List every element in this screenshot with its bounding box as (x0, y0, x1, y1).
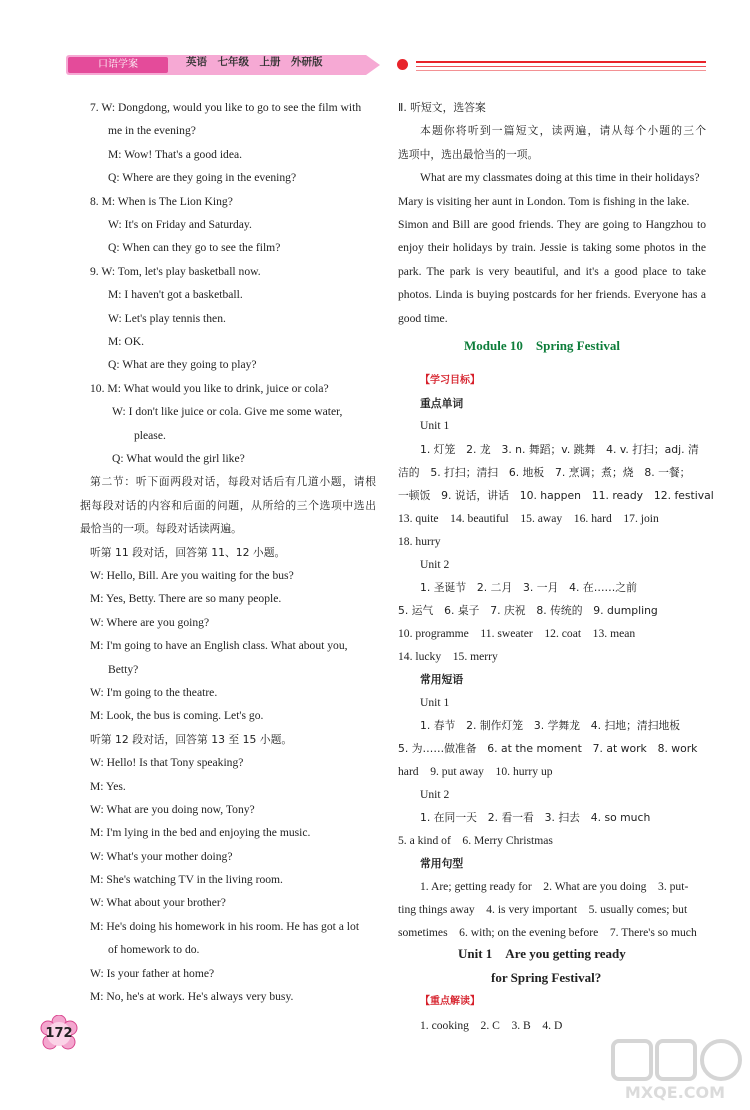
text-line: M: Look, the bus is coming. Let's go. (90, 709, 264, 722)
text-line: M: OK. (108, 335, 145, 348)
text-line: of homework to do. (108, 943, 200, 956)
text-line: 5. 为……做准备 6. at the moment 7. at work 8. work (398, 742, 698, 755)
text-line: 5. a kind of 6. Merry Christmas (398, 834, 553, 847)
text-line: W: What's your mother doing? (90, 850, 233, 863)
text-line: W: What are you doing now, Tony? (90, 803, 255, 816)
text-line: 7. W: Dongdong, would you like to go to see the film with (90, 101, 362, 114)
header-dot-icon (397, 59, 408, 70)
text-line: M: He's doing his homework in his room. He has got a lot (90, 920, 360, 933)
text-line: 1. 圣诞节 2. 二月 3. 一月 4. 在……之前 (420, 581, 637, 594)
text-line: ting things away 4. is very important 5. usually comes; but (398, 903, 688, 916)
text-line: 10. M: What would you like to drink, juice or cola? (90, 382, 329, 395)
text-line: W: Let's play tennis then. (108, 312, 226, 325)
text-line: M: I'm going to have an English class. What about you, (90, 639, 348, 652)
text-line: 1. 在同一天 2. 看一看 3. 扫去 4. so much (420, 811, 651, 824)
text-line: 13. quite 14. beautiful 15. away 16. hard 17. join (398, 512, 659, 525)
text-line: M: Yes. (90, 780, 126, 793)
text-line: Q: What would the girl like? (112, 452, 245, 465)
text-line: 常用短语 (420, 673, 464, 686)
text-line: Ⅱ. 听短文，选答案 (398, 101, 486, 114)
text-line: M: I'm lying in the bed and enjoying the music. (90, 826, 311, 839)
text-line: photos. Linda is buying postcards for her friends. Everyone has a (398, 288, 706, 301)
text-line: Unit 2 (420, 788, 450, 801)
text-line: Unit 1 (420, 419, 450, 432)
text-line: 听第 11 段对话，回答第 11、12 小题。 (90, 546, 286, 559)
text-line: sometimes 6. with; on the evening before 7. There's so much (398, 926, 697, 939)
text-line: W: Where are you going? (90, 616, 210, 629)
text-line: 8. M: When is The Lion King? (90, 195, 233, 208)
watermark (605, 1035, 745, 1105)
text-line: 最恰当的一项。每段对话读两遍。 (80, 522, 242, 535)
text-line: 第二节：听下面两段对话，每段对话后有几道小题，请根 (90, 475, 376, 488)
text-line: 【重点解读】 (420, 996, 480, 1007)
text-line: good time. (398, 312, 448, 325)
text-line: M: She's watching TV in the living room. (90, 873, 283, 886)
text-line: Betty? (108, 663, 139, 676)
text-line: M: No, he's at work. He's always very busy. (90, 990, 294, 1003)
text-line: W: Hello! Is that Tony speaking? (90, 756, 244, 769)
text-line: for Spring Festival? (491, 970, 602, 985)
text-line: 1. 灯笼 2. 龙 3. n. 舞蹈；v. 跳舞 4. v. 打扫；adj. 清 (420, 443, 699, 456)
text-line: W: I don't like juice or cola. Give me some water, (112, 405, 343, 418)
text-line: please. (134, 429, 166, 442)
text-line: W: Hello, Bill. Are you waiting for the bus? (90, 569, 294, 582)
text-line: M: Yes, Betty. There are so many people. (90, 592, 282, 605)
watermark-text: MXQE.COM (624, 1083, 726, 1102)
text-line: What are my classmates doing at this time in their holidays? (420, 171, 700, 184)
text-line: W: Is your father at home? (90, 967, 215, 980)
page-header (66, 52, 706, 78)
page-number-badge (40, 1015, 78, 1053)
header-rule (416, 66, 706, 67)
text-line: enjoy their holidays by train. Jessie is taking some photos in the (398, 241, 706, 254)
text-line: 9. W: Tom, let's play basketball now. (90, 265, 261, 278)
header-series-tag: 口语学案 (68, 57, 168, 73)
text-line: Module 10 Spring Festival (464, 338, 621, 353)
text-line: 一顿饭 9. 说话，讲话 10. happen 11. ready 12. festival (398, 489, 714, 502)
text-line: Unit 1 Are you getting ready (458, 946, 626, 961)
text-line: W: It's on Friday and Saturday. (108, 218, 252, 231)
page-number: 172 (45, 1026, 73, 1041)
text-line: W: What about your brother? (90, 896, 226, 909)
text-line: 据每段对话的内容和后面的问题，从所给的三个选项中选出 (80, 499, 376, 512)
text-line: 1. 春节 2. 制作灯笼 3. 学舞龙 4. 扫地；清扫地板 (420, 719, 681, 732)
text-line: Q: When can they go to see the film? (108, 241, 281, 254)
text-line: 本题你将听到一篇短文，读两遍，请从每个小题的三个 (420, 124, 706, 137)
text-line: 选项中，选出最恰当的一项。 (398, 148, 539, 161)
text-line: Mary is visiting her aunt in London. Tom is fishing in the lake. (398, 195, 690, 208)
text-line: W: I'm going to the theatre. (90, 686, 218, 699)
text-line: 听第 12 段对话，回答第 13 至 15 小题。 (90, 733, 293, 746)
text-line: Unit 1 (420, 696, 450, 709)
text-line: 14. lucky 15. merry (398, 650, 498, 663)
text-line: 重点单词 (420, 397, 464, 410)
header-rule (416, 70, 706, 71)
text-line: Q: Where are they going in the evening? (108, 171, 297, 184)
watermark-logo-icon (605, 1035, 745, 1085)
text-line: 洁的 5. 打扫；清扫 6. 地板 7. 烹调；煮；烧 8. 一餐； (398, 466, 691, 479)
text-line: M: I haven't got a basketball. (108, 288, 243, 301)
text-line: 常用句型 (420, 857, 464, 870)
text-line: hard 9. put away 10. hurry up (398, 765, 553, 778)
text-line: 18. hurry (398, 535, 441, 548)
text-line: Q: What are they going to play? (108, 358, 257, 371)
header-rule (416, 61, 706, 63)
text-line: 1. cooking 2. C 3. B 4. D (420, 1019, 563, 1032)
header-title: 英语 七年级 上册 外研版 (186, 56, 323, 68)
text-line: 1. Are; getting ready for 2. What are you doing 3. put- (420, 880, 689, 893)
text-line: 10. programme 11. sweater 12. coat 13. mean (398, 627, 636, 640)
text-line: park. The park is very beautiful, and it's a good place to take (398, 265, 706, 278)
text-line: M: Wow! That's a good idea. (108, 148, 243, 161)
text-line: 5. 运气 6. 桌子 7. 庆祝 8. 传统的 9. dumpling (398, 604, 658, 617)
text-line: Unit 2 (420, 558, 450, 571)
text-line: 【学习目标】 (420, 375, 480, 386)
text-line: me in the evening? (108, 124, 196, 137)
text-line: Simon and Bill are good friends. They are going to Hangzhou to (398, 218, 706, 231)
